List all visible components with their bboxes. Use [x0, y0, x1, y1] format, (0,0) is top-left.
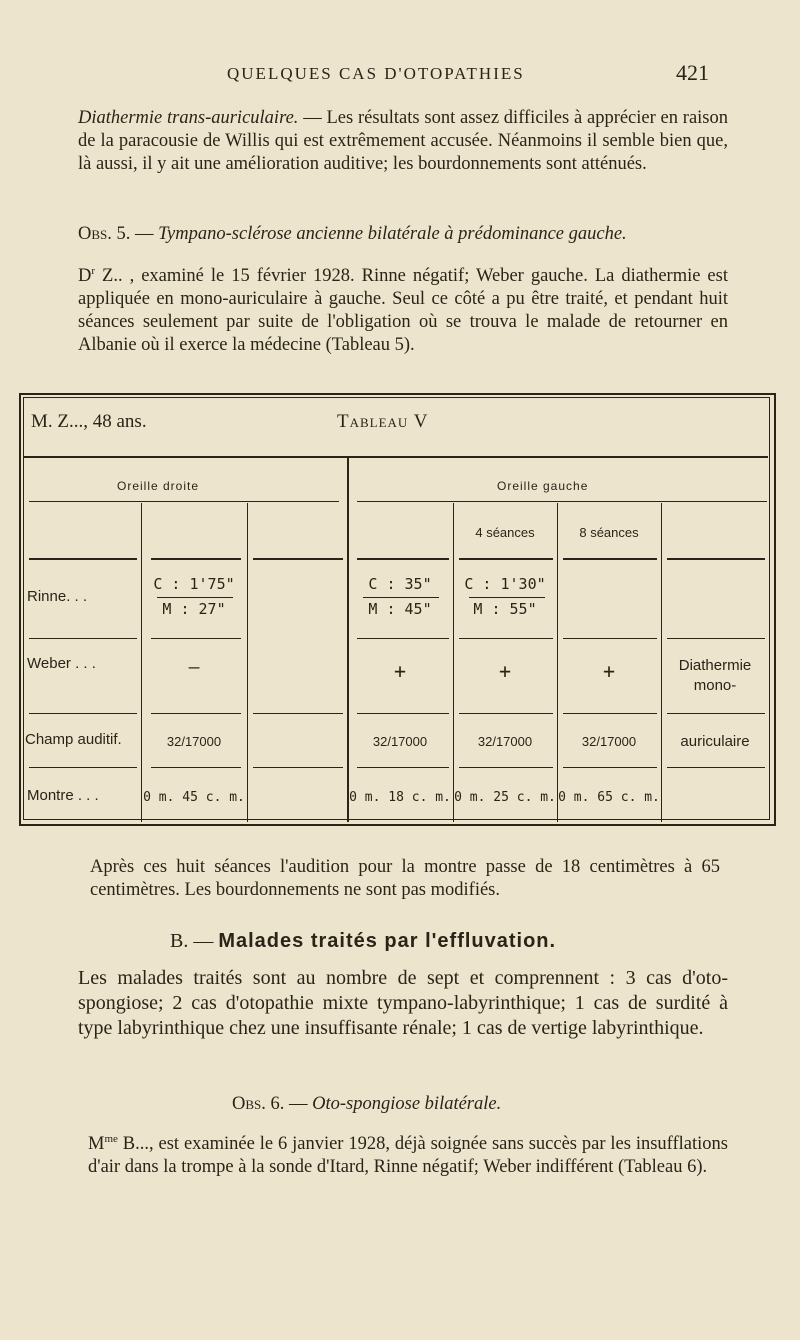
observation-5-heading — [78, 224, 627, 245]
paragraph-lead: Diathermie trans-auriculaire. — [78, 108, 299, 128]
row-label-rinne: Rinne. . . — [27, 588, 88, 605]
cell-champ-left8: 32/17000 — [581, 734, 637, 749]
title-dr: D — [78, 266, 92, 287]
left-ear-header: Oreille gauche — [497, 479, 589, 493]
row-rule — [667, 638, 765, 639]
row-rule — [459, 558, 553, 560]
row-rule — [357, 713, 449, 714]
table-title — [337, 411, 428, 433]
cell-weber-left8: + — [602, 659, 616, 683]
row-rule — [357, 767, 449, 768]
cell-champ-right: 32/17000 — [166, 734, 222, 749]
obs-dash: — — [130, 224, 159, 244]
cell-champ-left0: 32/17000 — [372, 734, 428, 749]
obs-dash: — — [284, 1094, 313, 1114]
section-b-heading — [170, 930, 556, 953]
cell-rinne-right-m: M : 27" — [162, 600, 226, 618]
obs-label: Obs. 6. — [232, 1094, 285, 1114]
sessions-4-header: 4 séances — [475, 525, 535, 540]
title-mme-sup: me — [104, 1133, 118, 1145]
section-prefix: B. — — [170, 930, 219, 952]
row-rule — [151, 558, 241, 560]
row-rule — [29, 713, 137, 714]
running-title: QUELQUES CAS D'OTOPATHIES — [227, 64, 525, 83]
row-rule — [459, 767, 553, 768]
row-rule — [563, 558, 657, 560]
paragraph-text: B..., est examinée le 6 janvier 1928, déjà soignée sans succès par les insufflations d'air dans la trompe à la sonde d'Itard, Rinne négatif; Weber indifférent (Tableau 6). — [88, 1134, 728, 1178]
table-title-text: Tableau V — [337, 411, 429, 432]
cell-champ-left4: 32/17000 — [477, 734, 533, 749]
paragraph-case-6 — [88, 1128, 728, 1179]
row-rule — [151, 638, 241, 639]
row-rule — [29, 638, 137, 639]
row-rule — [667, 713, 765, 714]
row-rule — [357, 558, 449, 560]
paragraph-text: — Les résultats sont assez difficiles à apprécier en raison de la paracousie de Willis qui est extrêmement accusée. Néanmoins il semble bien que, là aussi, il y ait une amélioration auditive; les bourdonnements sont atténués. — [78, 108, 729, 174]
fraction-bar — [469, 597, 545, 598]
cell-montre-left0: 0 m. 18 c. m. — [349, 790, 451, 805]
right-ear-header: Oreille droite — [117, 479, 200, 493]
caption-rule — [23, 456, 768, 458]
row-rule — [29, 767, 137, 768]
right-ear-brace — [29, 501, 339, 502]
obs-title: Tympano-sclérose ancienne bilatérale à prédominance gauche. — [158, 224, 627, 244]
row-label-weber: Weber . . . — [27, 655, 96, 672]
row-rule — [667, 558, 765, 560]
paragraph-effluvation: Les malades traités sont au nombre de sept et comprennent : 3 cas d'oto-spongiose; 2 cas d'otopathie mixte tympano-labyrinthique; 1 cas de surdité à type labyrinthique chez une insuffisante rénale; 1 cas de vertige labyrinthique. — [78, 967, 728, 1039]
row-label-champ: Champ auditif. — [25, 731, 122, 748]
row-rule — [459, 713, 553, 714]
table-v — [19, 393, 776, 828]
note-line-3: auriculaire — [680, 733, 750, 750]
row-rule — [357, 638, 449, 639]
ear-divider — [347, 458, 349, 822]
cell-rinne-left4-c: C : 1'30" — [464, 575, 546, 593]
running-header — [0, 60, 800, 90]
title-dr-sup: r — [91, 265, 96, 277]
paragraph-result: Après ces huit séances l'audition pour la montre passe de 18 centimètres à 65 centimètres. Les bourdonnements ne sont pas modifiés. — [90, 857, 720, 900]
paragraph-text: Z.. , examiné le 15 février 1928. Rinne négatif; Weber gauche. La diathermie est appliquée en mono-auriculaire à gauche. Seul ce côté a pu être traité, et pendant huit séances seulement par suite de l'obligation où se trouva le malade de retourner en Albanie où il exerce la médecine (Tableau 5). — [78, 266, 728, 356]
table-patient: M. Z..., 48 ans. — [31, 411, 147, 432]
paragraph-diathermie — [78, 107, 728, 176]
row-rule — [151, 713, 241, 714]
cell-rinne-right-c: C : 1'75" — [153, 575, 235, 593]
sessions-8-header: 8 séances — [579, 525, 639, 540]
row-rule — [253, 767, 343, 768]
row-rule — [151, 767, 241, 768]
cell-montre-left8: 0 m. 65 c. m. — [558, 790, 660, 805]
fraction-bar — [363, 597, 439, 598]
paragraph-case-5 — [78, 260, 728, 357]
row-rule — [563, 713, 657, 714]
row-rule — [563, 767, 657, 768]
cell-weber-right: — — [188, 657, 200, 678]
left-ear-brace — [357, 501, 767, 502]
note-line-1: Diathermie — [678, 657, 752, 674]
cell-weber-left0: + — [393, 659, 407, 683]
row-rule — [563, 638, 657, 639]
cell-weber-left4: + — [498, 659, 512, 683]
section-title: Malades traités par l'effluvation. — [218, 930, 557, 952]
obs-title: Oto-spongiose bilatérale. — [312, 1094, 502, 1114]
obs-label: Obs. 5. — [78, 224, 131, 244]
title-mme: M — [88, 1134, 105, 1155]
cell-rinne-left0-m: M : 45" — [368, 600, 432, 618]
row-rule — [459, 638, 553, 639]
cell-montre-left4: 0 m. 25 c. m. — [454, 790, 556, 805]
row-label-montre: Montre . . . — [27, 787, 99, 804]
col-divider — [247, 503, 248, 822]
row-rule — [667, 767, 765, 768]
cell-rinne-left0-c: C : 35" — [368, 575, 432, 593]
observation-6-heading — [232, 1094, 501, 1115]
note-line-2: mono- — [693, 677, 737, 694]
row-rule — [253, 558, 343, 560]
fraction-bar — [157, 597, 233, 598]
row-rule — [29, 558, 137, 560]
page-number: 421 — [676, 60, 709, 85]
cell-montre-right: 0 m. 45 c. m. — [143, 790, 245, 805]
cell-rinne-left4-m: M : 55" — [473, 600, 537, 618]
row-rule — [253, 713, 343, 714]
